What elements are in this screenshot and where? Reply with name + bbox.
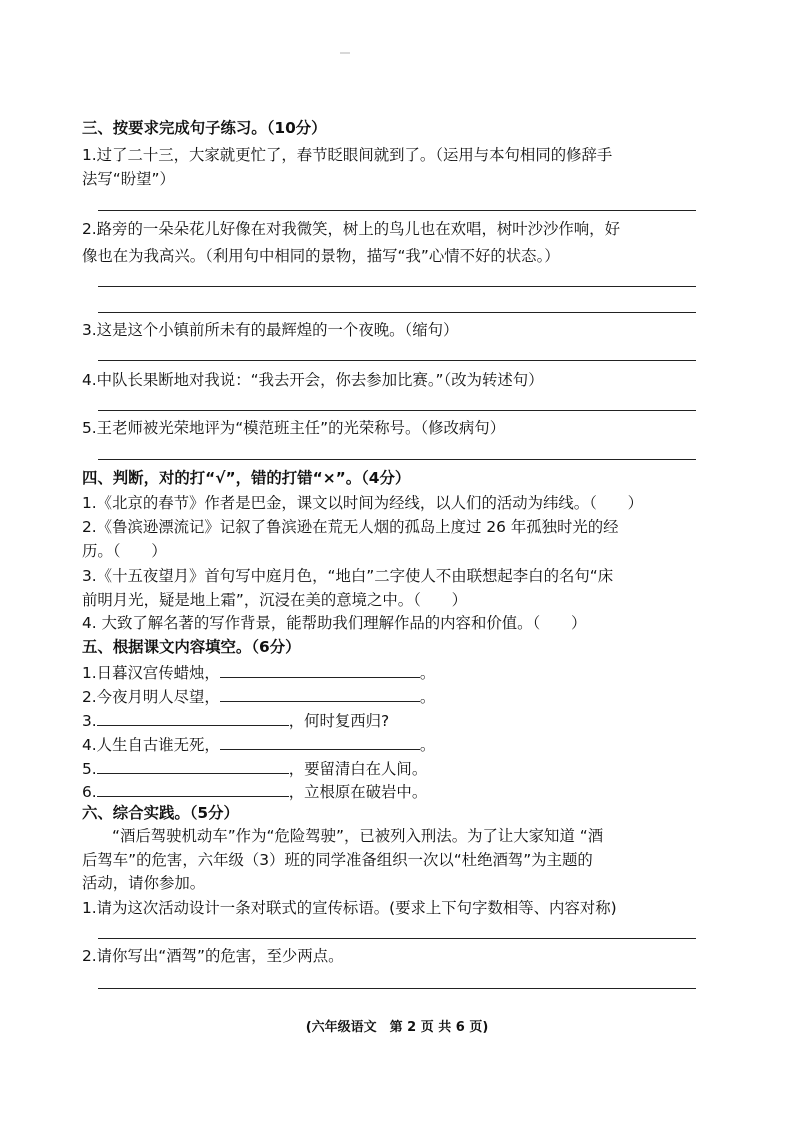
- section6-q2: 2.请你写出“酒驾”的危害，至少两点。: [82, 947, 344, 965]
- answer-line[interactable]: [98, 360, 696, 361]
- fill-item-5-suffix: ，要留清白在人间。: [288, 760, 428, 778]
- section3-q3: 3.这是这个小镇前所未有的最辉煌的一个夜晚。（缩句）: [82, 321, 459, 339]
- fill-blank[interactable]: [220, 661, 420, 678]
- fill-item-5-prefix: 5.: [82, 760, 97, 778]
- section6-intro-line2: 后驾车”的危害，六年级（3）班的同学准备组织一次以“杜绝酒驾”为主题的: [82, 851, 593, 869]
- section3-q1-line2: 法写“盼望”）: [82, 170, 175, 188]
- section4-q4: 4. 大致了解名著的写作背景，能帮助我们理解作品的内容和价值。（ ）: [82, 614, 587, 632]
- section6-intro-line3: 活动，请你参加。: [82, 874, 206, 892]
- section6-q1: 1.请为这次活动设计一条对联式的宣传标语。(要求上下句字数相等、内容对称): [82, 899, 617, 917]
- fill-blank[interactable]: [97, 709, 289, 726]
- fill-item-4-suffix: 。: [419, 736, 436, 754]
- section3-q2-line1: 2.路旁的一朵朵花儿好像在对我微笑，树上的鸟儿也在欢唱，树叶沙沙作响，好: [82, 220, 620, 238]
- answer-line[interactable]: [98, 312, 696, 313]
- section6-intro-line1: “酒后驾驶机动车”作为“危险驾驶”，已被列入刑法。为了让大家知道 “酒: [112, 827, 604, 845]
- section3-heading: 三、按要求完成句子练习。（10分）: [82, 119, 327, 137]
- fill-item-1: [82, 661, 435, 683]
- scan-mark: [340, 52, 350, 54]
- section3-q4: 4.中队长果断地对我说：“我去开会，你去参加比赛。”（改为转述句）: [82, 371, 544, 389]
- answer-line[interactable]: [98, 286, 696, 287]
- fill-blank[interactable]: [97, 780, 289, 797]
- fill-item-4: [82, 733, 435, 755]
- page-footer: (六年级语文 第 2 页 共 6 页): [305, 1020, 489, 1035]
- section5-heading: 五、根据课文内容填空。（6分）: [82, 638, 301, 656]
- section4-heading: 四、判断，对的打“√”，错的打错“×”。（4分）: [82, 469, 411, 487]
- fill-item-4-prefix: 4.人生自古谁无死，: [82, 736, 220, 754]
- fill-item-2-suffix: 。: [419, 688, 436, 706]
- section4-q3-line2: 前明月光，疑是地上霜”，沉浸在美的意境之中。（ ）: [82, 591, 468, 609]
- answer-line[interactable]: [98, 988, 696, 989]
- fill-item-6-prefix: 6.: [82, 783, 97, 801]
- section4-q2-line2: 历。（ ）: [82, 542, 167, 560]
- answer-line[interactable]: [98, 410, 696, 411]
- answer-line[interactable]: [98, 459, 696, 460]
- section3-q1-line1: 1.过了二十三，大家就更忙了，春节眨眼间就到了。（运用与本句相同的修辞手: [82, 146, 613, 164]
- fill-item-5: [82, 757, 427, 779]
- answer-line[interactable]: [98, 938, 696, 939]
- fill-item-3-prefix: 3.: [82, 712, 97, 730]
- fill-item-6-suffix: ，立根原在破岩中。: [288, 783, 428, 801]
- fill-item-1-suffix: 。: [419, 664, 436, 682]
- fill-blank[interactable]: [220, 685, 420, 702]
- section6-heading: 六、综合实践。（5分）: [82, 804, 239, 822]
- fill-blank[interactable]: [97, 757, 289, 774]
- fill-item-3-suffix: ，何时复西归?: [288, 712, 390, 730]
- fill-item-6: [82, 780, 427, 802]
- fill-item-3: [82, 709, 389, 731]
- fill-item-2-prefix: 2.今夜月明人尽望，: [82, 688, 220, 706]
- fill-blank[interactable]: [220, 733, 420, 750]
- section3-q5: 5.王老师被光荣地评为“模范班主任”的光荣称号。（修改病句）: [82, 419, 506, 437]
- fill-item-1-prefix: 1.日暮汉宫传蜡烛，: [82, 664, 220, 682]
- section3-q2-line2: 像也在为我高兴。（利用句中相同的景物，描写“我”心情不好的状态。）: [82, 247, 560, 265]
- fill-item-2: [82, 685, 435, 707]
- section4-q2-line1: 2.《鲁滨逊漂流记》记叙了鲁滨逊在荒无人烟的孤岛上度过 26 年孤独时光的经: [82, 518, 619, 536]
- section4-q3-line1: 3.《十五夜望月》首句写中庭月色，“地白”二字使人不由联想起李白的名句“床: [82, 567, 614, 585]
- section4-q1: 1.《北京的春节》作者是巴金，课文以时间为经线，以人们的活动为纬线。（ ）: [82, 494, 644, 512]
- answer-line[interactable]: [98, 210, 696, 211]
